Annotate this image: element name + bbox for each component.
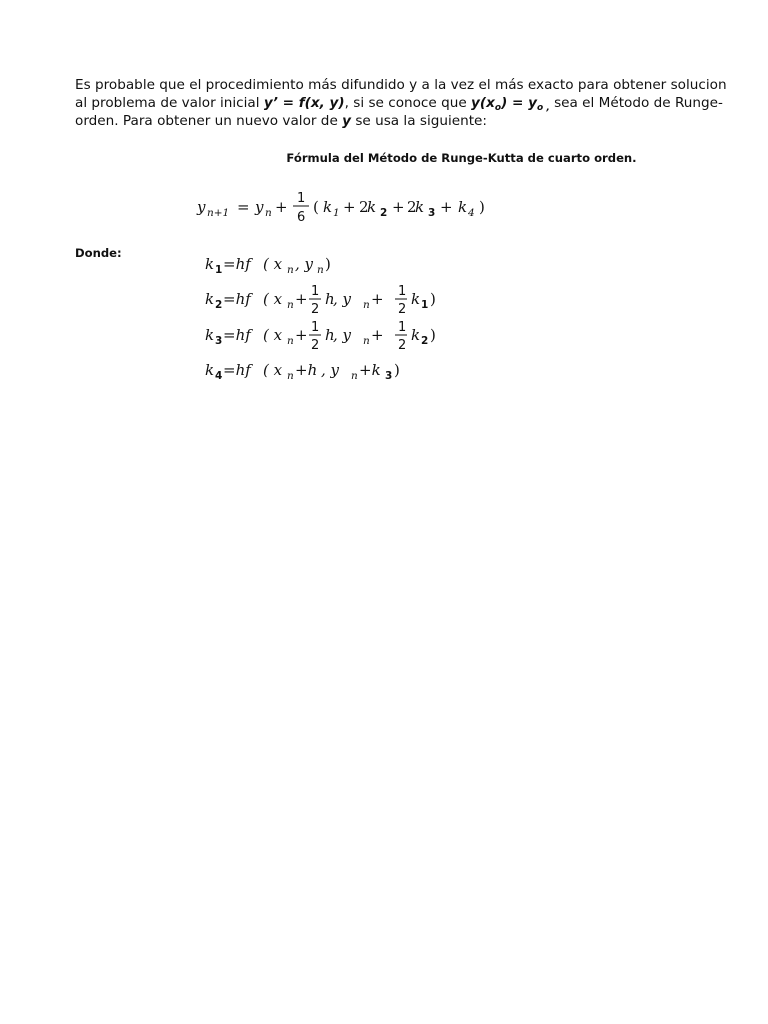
- k3-num: 1: [311, 320, 320, 335]
- rk4-main-formula: [195, 188, 515, 228]
- main-k1: k: [323, 198, 333, 216]
- k3-sep: , y: [333, 326, 352, 344]
- intro-line-3-text-a: orden. Para obtener un nuevo valor de: [75, 113, 343, 129]
- main-lhs-sub: n+1: [207, 207, 230, 219]
- k2-plus2: +: [371, 290, 384, 308]
- k2-h: h: [325, 290, 335, 308]
- k1-formula: [203, 252, 443, 278]
- k4-plus-k: +k: [359, 361, 381, 379]
- k3-h: h: [325, 326, 335, 344]
- intro-line-2-text-a: al problema de valor inicial: [75, 95, 264, 111]
- intro-line-2: [75, 94, 755, 112]
- ode-equation: y’ = f(x, y): [263, 95, 345, 111]
- k3-close: ): [430, 326, 436, 344]
- k3-plus2: +: [371, 326, 384, 344]
- main-close: ): [479, 198, 485, 216]
- k4-yn-sub: n: [351, 370, 358, 382]
- k2-num2: 1: [398, 284, 407, 299]
- k2-num: 1: [311, 284, 320, 299]
- k3-lhs: k: [205, 326, 215, 344]
- main-yn-sub: n: [265, 207, 272, 219]
- main-yn: y: [255, 198, 264, 216]
- k1-xn-sub: n: [287, 264, 294, 276]
- k2-den2: 2: [398, 302, 407, 317]
- k3-open: ( x: [263, 326, 283, 344]
- k3-den: 2: [311, 338, 320, 353]
- k1-args: ( x: [263, 255, 283, 273]
- initial-condition-sub2: o ,: [537, 103, 550, 113]
- k3-num2: 1: [398, 320, 407, 335]
- main-c2b: 2: [407, 198, 417, 216]
- k2-formula: [203, 282, 463, 318]
- k3-sub: 3: [215, 335, 223, 347]
- k1-sub: 1: [215, 264, 223, 276]
- k4-xn-sub: n: [287, 370, 294, 382]
- k4-sep: , y: [321, 361, 340, 379]
- k3-yn-sub: n: [363, 335, 370, 347]
- k4-kk-sub: 3: [385, 370, 393, 382]
- k2-rhs: =hf: [223, 290, 251, 308]
- k1-yn-sub: n: [317, 264, 324, 276]
- k3-kk: k: [411, 326, 421, 344]
- intro-paragraph: [75, 76, 755, 130]
- k3-den2: 2: [398, 338, 407, 353]
- intro-line-2-text-b: , si se conoce que: [344, 95, 472, 111]
- k4-open: ( x: [263, 361, 283, 379]
- main-c2a: 2: [359, 198, 369, 216]
- main-k3-sub: 3: [428, 207, 436, 219]
- k1-sep: , y: [295, 255, 314, 273]
- main-k4: k: [458, 198, 468, 216]
- k2-plus: +: [295, 290, 308, 308]
- k2-den: 2: [311, 302, 320, 317]
- k3-formula: [203, 318, 463, 354]
- k4-plus-h: +h: [295, 361, 318, 379]
- k4-sub: 4: [215, 370, 223, 382]
- k1-rhs: =hf: [223, 255, 251, 273]
- main-k2-sub: 2: [380, 207, 388, 219]
- k3-xn-sub: n: [287, 335, 294, 347]
- main-frac-num: 1: [297, 191, 306, 206]
- main-k3: k: [415, 198, 425, 216]
- main-p3: +: [440, 198, 453, 216]
- intro-line-2-text-c: sea el Método de Runge-: [549, 95, 723, 111]
- initial-condition-sub: o: [494, 103, 502, 113]
- k1-close: ): [325, 255, 331, 273]
- k2-kk-sub: 1: [421, 299, 429, 311]
- k1-lhs: k: [205, 255, 215, 273]
- main-k1-sub: 1: [333, 207, 340, 219]
- intro-line-3-var: y: [342, 113, 351, 129]
- k3-rhs: =hf: [223, 326, 251, 344]
- k2-sep: , y: [333, 290, 352, 308]
- k2-xn-sub: n: [287, 299, 294, 311]
- k2-kk: k: [411, 290, 421, 308]
- k4-formula: [203, 358, 443, 384]
- initial-condition: [471, 95, 550, 111]
- k2-open: ( x: [263, 290, 283, 308]
- k3-kk-sub: 2: [421, 335, 429, 347]
- k2-lhs: k: [205, 290, 215, 308]
- k4-lhs: k: [205, 361, 215, 379]
- main-k2: k: [367, 198, 377, 216]
- initial-condition-b: ) = y: [501, 95, 537, 111]
- main-eq: =: [237, 198, 250, 216]
- k4-rhs: =hf: [223, 361, 251, 379]
- main-lhs: y: [197, 198, 206, 216]
- main-p2: +: [392, 198, 405, 216]
- k3-plus: +: [295, 326, 308, 344]
- intro-line-1: Es probable que el procedimiento más difundido y a la vez el más exacto para obtener solucion: [75, 77, 727, 93]
- main-k4-sub: 4: [468, 207, 475, 219]
- k2-sub: 2: [215, 299, 223, 311]
- main-open: (: [313, 198, 319, 216]
- initial-condition-a: y(x: [471, 95, 495, 111]
- k2-yn-sub: n: [363, 299, 370, 311]
- k2-close: ): [430, 290, 436, 308]
- main-frac-den: 6: [297, 210, 306, 225]
- formula-heading: Fórmula del Método de Runge-Kutta de cuarto orden.: [286, 151, 637, 165]
- intro-line-3: [75, 112, 755, 130]
- main-p1: +: [343, 198, 356, 216]
- k4-close: ): [394, 361, 400, 379]
- intro-line-3-text-b: se usa la siguiente:: [351, 113, 487, 129]
- main-plus: +: [275, 198, 288, 216]
- donde-label: Donde:: [75, 246, 122, 260]
